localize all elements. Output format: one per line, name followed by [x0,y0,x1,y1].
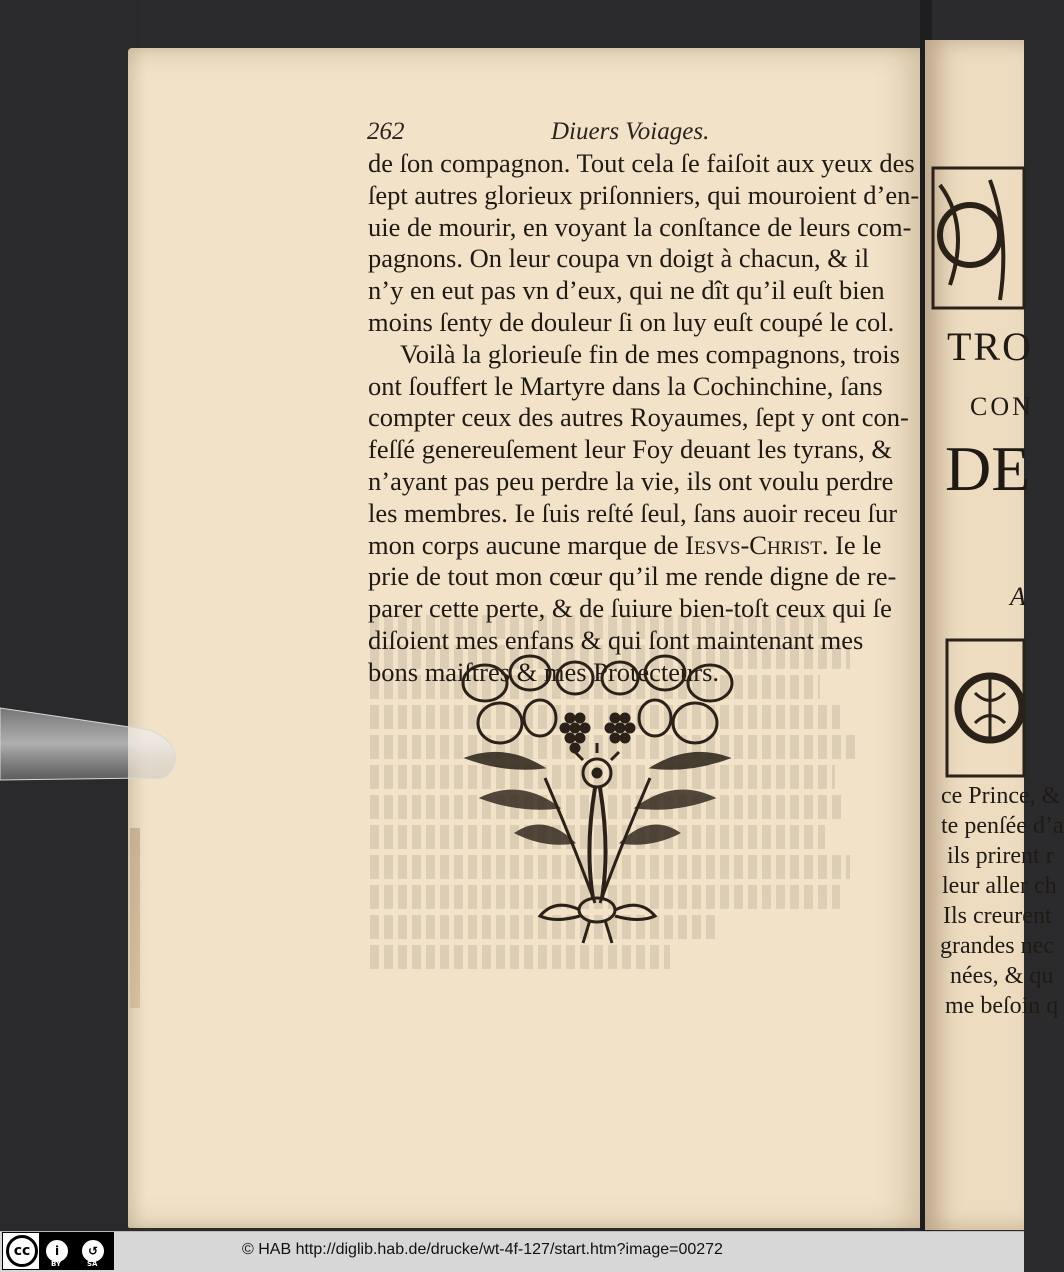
cc-license-badge[interactable] [2,1232,114,1270]
license-by-label: BY [51,1260,62,1268]
license-sa-label: SA [87,1260,98,1268]
page-number: 262 [367,118,405,145]
right-fragment: A [1010,582,1026,611]
right-heading-2: CON [970,392,1034,421]
right-line: me beſoin q [945,993,1059,1019]
text-line: bons maiſtres & mes Protecteurs. [368,656,720,687]
text-fragment: mon corps aucune marque de [368,529,679,560]
right-line: Ils creurent [943,903,1052,929]
decorative-initial-icon [930,165,1024,315]
body-text [368,148,920,689]
right-heading-3: DE [945,433,1031,504]
text-line: uie de mourir, en voyant la conſtance de leurs com- [368,211,912,242]
text-fragment: . Ie le [821,529,882,560]
book-cover-left [0,0,140,1231]
text-line: pagnons. On leur coupa vn doigt à chacun, & il [368,243,870,274]
right-line: leur aller ch [942,873,1057,899]
text-line: feſſé genereuſement leur Foy deuant les tyrans, & [368,434,892,465]
text-line: diſoient mes enfans & qui ſont maintenant mes [368,624,864,655]
text-line: les membres. Ie ſuis reſté ſeul, ſans auoir receu ſur [368,497,898,528]
running-header [367,118,861,148]
text-line: n’ayant pas peu perdre la vie, ils ont voulu perdre [368,465,894,496]
attribution-icon: i [43,1237,71,1265]
license-bar [39,1233,114,1269]
share-alike-icon: ↺ [79,1237,107,1265]
running-title: Diuers Voiages. [551,118,710,145]
source-url-link[interactable]: © HAB http://diglib.hab.de/drucke/wt-4f-127/start.htm?image=00272 [242,1241,723,1258]
right-line: ce Prince, & [941,783,1061,809]
text-line: de ſon compagnon. Tout cela ſe faiſoit aux yeux des [368,148,915,178]
decorative-capital-icon [945,638,1024,778]
text-line: ſept autres glorieux priſonniers, qui mouroient d’en- [368,179,920,210]
text-line [368,529,882,562]
text-line: moins ſenty de douleur ſi on luy euſt coupé le col. [368,306,895,337]
text-line: parer cette perte, & de ſuiure bien-toſt ceux qui ſe [368,593,892,624]
right-heading-1: TRO [947,324,1033,369]
text-line: compter ceux des autres Royaumes, ſept y ont con- [368,402,909,433]
right-line: te penſée d’a [941,813,1064,839]
right-line: grandes nec [940,933,1054,959]
right-line: ils prirent r [947,843,1054,869]
text-line: prie de tout mon cœur qu’il me rende digne de re- [368,561,897,592]
right-line: nées, & qu [950,963,1054,989]
glass-ruler [0,700,180,790]
cc-license-icon: cc [6,1235,38,1267]
text-line: Voilà la glorieuſe fin de mes compagnons, trois [400,338,900,369]
floral-ornament-icon [445,648,750,948]
small-caps-name: Iesvs-Christ [685,529,822,560]
text-line: ont ſouffert le Martyre dans la Cochinchine, ſans [368,370,883,401]
text-line: n’y en eut pas vn d’eux, qui ne dît qu’il euſt bien [368,275,885,306]
